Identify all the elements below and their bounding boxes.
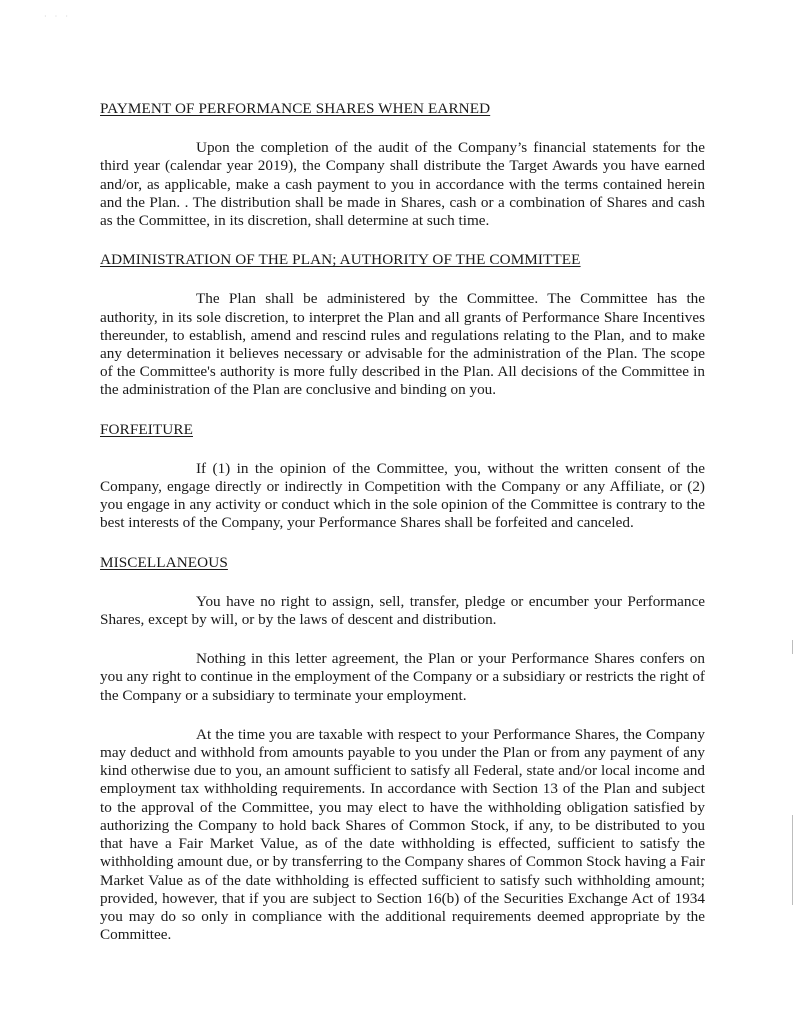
scan-edge-mark-upper (792, 640, 793, 654)
document-page (100, 100, 705, 944)
paragraph-employment: Nothing in this letter agreement, the Plan or your Performance Shares confers on you any right to continue in the employment of the Company or a subsidiary or restricts the right of the Company or a subsidiary to terminate your employment. (100, 650, 705, 704)
section-heading-payment: PAYMENT OF PERFORMANCE SHARES WHEN EARNED (100, 100, 491, 117)
section-administration (100, 251, 705, 399)
paragraph-assignment: You have no right to assign, sell, transfer, pledge or encumber your Performance Shares, except by will, or by the laws of descent and distribution. (100, 592, 705, 629)
section-heading-administration: ADMINISTRATION OF THE PLAN; AUTHORITY OF THE COMMITTEE (100, 251, 581, 269)
section-heading-forfeiture: FORFEITURE (100, 420, 193, 438)
section-forfeiture (100, 421, 705, 533)
scan-specks: · · · (44, 12, 71, 21)
section-payment (100, 100, 705, 230)
paragraph-payment: Upon the completion of the audit of the Company’s financial statements for the third year (calendar year 2019), the Company shall distribute the Target Awards you have earned and/or, as applicable, make a cash payment to you in accordance with the terms contained herein and the Plan. . The distribution shall be made in Shares, cash or a combination of Shares and cash as the Committee, in its discretion, shall determine at such time. (100, 139, 705, 230)
paragraph-administration: The Plan shall be administered by the Committee. The Committee has the authority, in its sole discretion, to interpret the Plan and all grants of Performance Share Incentives thereunder, to establish, amend and rescind rules and regulations relating to the Plan, and to make any determination it believes necessary or advisable for the administration of the Plan. The scope of the Committee's authority is more fully described in the Plan. All decisions of the Committee in the administration of the Plan are conclusive and binding on you. (100, 290, 705, 399)
scan-edge-mark (792, 815, 793, 905)
paragraph-forfeiture: If (1) in the opinion of the Committee, you, without the written consent of the Company, engage directly or indirectly in Competition with the Company or any Affiliate, or (2) you engage in any activity or conduct which in the sole opinion of the Committee is contrary to the best interests of the Company, your Performance Shares shall be forfeited and canceled. (100, 459, 705, 532)
section-miscellaneous (100, 554, 705, 945)
paragraph-withholding: At the time you are taxable with respect to your Performance Shares, the Company may deduct and withhold from amounts payable to you under the Plan or from any payment of any kind otherwise due to you, an amount sufficient to satisfy all Federal, state and/or local income and employment tax withholding requirements. In accordance with Section 13 of the Plan and subject to the approval of the Committee, you may elect to have the withholding obligation satisfied by authorizing the Company to hold back Shares of Common Stock, if any, to be distributed to you that have a Fair Market Value, as of the date withholding is effected, sufficient to satisfy the withholding amount due, or by transferring to the Company shares of Common Stock having a Fair Market Value as of the date withholding is effected sufficient to satisfy such withholding amount; provided, however, that if you are subject to Section 16(b) of the Securities Exchange Act of 1934 you may do so only in compliance with the additional requirements deemed appropriate by the Committee. (100, 725, 705, 944)
section-heading-miscellaneous: MISCELLANEOUS (100, 553, 228, 571)
